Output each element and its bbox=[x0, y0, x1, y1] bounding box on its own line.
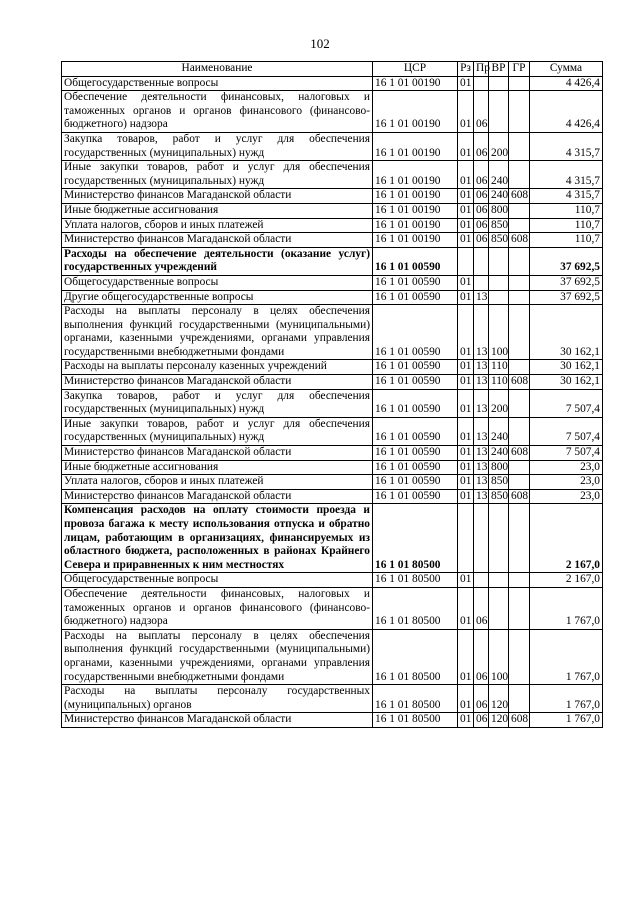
cell-pr: 13 bbox=[474, 417, 489, 445]
cell-pr: 13 bbox=[474, 475, 489, 490]
cell-csr: 16 1 01 00190 bbox=[373, 76, 458, 91]
cell-sum: 2 167,0 bbox=[530, 504, 603, 573]
cell-vr: 240 bbox=[489, 189, 509, 204]
table-row bbox=[62, 305, 603, 360]
cell-pr: 13 bbox=[474, 460, 489, 475]
cell-pr bbox=[474, 573, 489, 588]
cell-pr: 13 bbox=[474, 446, 489, 461]
cell-pr: 13 bbox=[474, 305, 489, 360]
table-row bbox=[62, 161, 603, 189]
cell-gr bbox=[509, 132, 530, 160]
cell-name: Уплата налогов, сборов и иных платежей bbox=[62, 475, 373, 490]
cell-csr: 16 1 01 00590 bbox=[373, 275, 458, 290]
cell-name: Расходы на выплаты персоналу в целях обеспечения выполнения функций государственными (муниципальными) органами, казенными учреждениями, органами управления государственными внебюджетными фондами bbox=[62, 305, 373, 360]
cell-sum: 110,7 bbox=[530, 203, 603, 218]
table-row bbox=[62, 275, 603, 290]
cell-rz: 01 bbox=[458, 189, 474, 204]
cell-gr bbox=[509, 504, 530, 573]
cell-sum: 2 167,0 bbox=[530, 573, 603, 588]
cell-name: Иные бюджетные ассигнования bbox=[62, 203, 373, 218]
table-row bbox=[62, 417, 603, 445]
cell-csr: 16 1 01 80500 bbox=[373, 629, 458, 684]
cell-gr bbox=[509, 685, 530, 713]
cell-rz: 01 bbox=[458, 446, 474, 461]
cell-name: Другие общегосударственные вопросы bbox=[62, 290, 373, 305]
cell-gr bbox=[509, 76, 530, 91]
cell-csr: 16 1 01 00590 bbox=[373, 360, 458, 375]
cell-vr: 850 bbox=[489, 218, 509, 233]
cell-sum: 23,0 bbox=[530, 475, 603, 490]
cell-sum: 37 692,5 bbox=[530, 290, 603, 305]
cell-sum: 30 162,1 bbox=[530, 375, 603, 390]
cell-name: Компенсация расходов на оплату стоимости проезда и провоза багажа к месту использования отпуска и обратно лицам, работающим в организациях, финансируемых из областного бюджета, расположенных в районах Крайнего Севера и приравненных к ним местностях bbox=[62, 504, 373, 573]
cell-vr: 240 bbox=[489, 161, 509, 189]
cell-name: Общегосударственные вопросы bbox=[62, 275, 373, 290]
cell-vr: 120 bbox=[489, 685, 509, 713]
table-row bbox=[62, 489, 603, 504]
cell-name: Министерство финансов Магаданской области bbox=[62, 446, 373, 461]
cell-vr: 200 bbox=[489, 132, 509, 160]
cell-sum: 7 507,4 bbox=[530, 389, 603, 417]
cell-rz: 01 bbox=[458, 203, 474, 218]
header-sum: Сумма bbox=[530, 62, 603, 77]
cell-name: Расходы на выплаты персоналу в целях обеспечения выполнения функций государственными (муниципальными) органами, казенными учреждениями, органами управления государственными внебюджетными фондами bbox=[62, 629, 373, 684]
cell-pr: 06 bbox=[474, 685, 489, 713]
cell-pr: 13 bbox=[474, 389, 489, 417]
cell-rz: 01 bbox=[458, 417, 474, 445]
cell-rz: 01 bbox=[458, 629, 474, 684]
cell-sum: 4 315,7 bbox=[530, 132, 603, 160]
table-row bbox=[62, 475, 603, 490]
table-row bbox=[62, 685, 603, 713]
cell-csr: 16 1 01 00190 bbox=[373, 161, 458, 189]
table-row bbox=[62, 629, 603, 684]
cell-name: Расходы на выплаты персоналу государственных (муниципальных) органов bbox=[62, 685, 373, 713]
table-row bbox=[62, 375, 603, 390]
header-vr: ВР bbox=[489, 62, 509, 77]
cell-rz: 01 bbox=[458, 685, 474, 713]
cell-sum: 4 315,7 bbox=[530, 189, 603, 204]
cell-pr: 06 bbox=[474, 587, 489, 629]
cell-pr bbox=[474, 76, 489, 91]
table-row bbox=[62, 504, 603, 573]
cell-vr: 110 bbox=[489, 375, 509, 390]
cell-name: Общегосударственные вопросы bbox=[62, 76, 373, 91]
cell-sum: 1 767,0 bbox=[530, 713, 603, 728]
cell-csr: 16 1 01 00590 bbox=[373, 290, 458, 305]
cell-rz: 01 bbox=[458, 489, 474, 504]
cell-name: Иные закупки товаров, работ и услуг для обеспечения государственных (муниципальных) нужд bbox=[62, 161, 373, 189]
cell-csr: 16 1 01 00190 bbox=[373, 132, 458, 160]
table-row bbox=[62, 76, 603, 91]
cell-sum: 37 692,5 bbox=[530, 275, 603, 290]
cell-csr: 16 1 01 00590 bbox=[373, 489, 458, 504]
cell-gr bbox=[509, 91, 530, 133]
cell-pr: 06 bbox=[474, 233, 489, 248]
cell-sum: 110,7 bbox=[530, 218, 603, 233]
cell-pr: 06 bbox=[474, 203, 489, 218]
cell-pr: 13 bbox=[474, 375, 489, 390]
cell-sum: 1 767,0 bbox=[530, 629, 603, 684]
cell-name: Закупка товаров, работ и услуг для обеспечения государственных (муниципальных) нужд bbox=[62, 132, 373, 160]
cell-name: Министерство финансов Магаданской области bbox=[62, 375, 373, 390]
cell-csr: 16 1 01 00190 bbox=[373, 233, 458, 248]
cell-gr bbox=[509, 360, 530, 375]
table-row bbox=[62, 573, 603, 588]
cell-sum: 23,0 bbox=[530, 460, 603, 475]
cell-vr bbox=[489, 76, 509, 91]
cell-name: Общегосударственные вопросы bbox=[62, 573, 373, 588]
cell-vr bbox=[489, 91, 509, 133]
header-csr: ЦСР bbox=[373, 62, 458, 77]
cell-vr: 800 bbox=[489, 203, 509, 218]
cell-csr: 16 1 01 80500 bbox=[373, 504, 458, 573]
cell-name: Уплата налогов, сборов и иных платежей bbox=[62, 218, 373, 233]
cell-gr bbox=[509, 218, 530, 233]
cell-name: Министерство финансов Магаданской области bbox=[62, 713, 373, 728]
cell-name: Закупка товаров, работ и услуг для обеспечения государственных (муниципальных) нужд bbox=[62, 389, 373, 417]
cell-gr: 608 bbox=[509, 489, 530, 504]
cell-sum: 4 426,4 bbox=[530, 76, 603, 91]
cell-vr: 800 bbox=[489, 460, 509, 475]
cell-csr: 16 1 01 00590 bbox=[373, 247, 458, 275]
cell-rz: 01 bbox=[458, 375, 474, 390]
cell-rz: 01 bbox=[458, 713, 474, 728]
table-row bbox=[62, 460, 603, 475]
header-name: Наименование bbox=[62, 62, 373, 77]
cell-rz: 01 bbox=[458, 573, 474, 588]
cell-sum: 7 507,4 bbox=[530, 417, 603, 445]
cell-name: Министерство финансов Магаданской области bbox=[62, 489, 373, 504]
cell-sum: 7 507,4 bbox=[530, 446, 603, 461]
cell-pr: 06 bbox=[474, 161, 489, 189]
cell-gr: 608 bbox=[509, 713, 530, 728]
cell-gr bbox=[509, 573, 530, 588]
cell-rz: 01 bbox=[458, 91, 474, 133]
cell-csr: 16 1 01 00190 bbox=[373, 189, 458, 204]
cell-gr bbox=[509, 305, 530, 360]
cell-vr: 240 bbox=[489, 446, 509, 461]
cell-name: Иные бюджетные ассигнования bbox=[62, 460, 373, 475]
cell-csr: 16 1 01 00590 bbox=[373, 389, 458, 417]
table-row bbox=[62, 360, 603, 375]
cell-pr: 06 bbox=[474, 132, 489, 160]
table-row bbox=[62, 233, 603, 248]
table-row bbox=[62, 203, 603, 218]
cell-pr: 13 bbox=[474, 360, 489, 375]
cell-rz: 01 bbox=[458, 460, 474, 475]
cell-csr: 16 1 01 00590 bbox=[373, 375, 458, 390]
cell-gr bbox=[509, 275, 530, 290]
cell-name: Расходы на выплаты персоналу казенных учреждений bbox=[62, 360, 373, 375]
table-body bbox=[62, 76, 603, 727]
cell-vr: 100 bbox=[489, 305, 509, 360]
cell-name: Министерство финансов Магаданской области bbox=[62, 189, 373, 204]
header-gr: ГР bbox=[509, 62, 530, 77]
cell-rz: 01 bbox=[458, 233, 474, 248]
cell-rz: 01 bbox=[458, 275, 474, 290]
cell-rz bbox=[458, 247, 474, 275]
cell-sum: 30 162,1 bbox=[530, 360, 603, 375]
cell-name: Иные закупки товаров, работ и услуг для обеспечения государственных (муниципальных) нужд bbox=[62, 417, 373, 445]
cell-pr: 06 bbox=[474, 629, 489, 684]
cell-vr: 850 bbox=[489, 233, 509, 248]
cell-pr bbox=[474, 504, 489, 573]
cell-sum: 110,7 bbox=[530, 233, 603, 248]
cell-vr bbox=[489, 275, 509, 290]
table-row bbox=[62, 713, 603, 728]
cell-pr: 06 bbox=[474, 91, 489, 133]
cell-gr bbox=[509, 475, 530, 490]
cell-sum: 1 767,0 bbox=[530, 685, 603, 713]
header-rz: Рз bbox=[458, 62, 474, 77]
header-row bbox=[62, 62, 603, 77]
cell-gr: 608 bbox=[509, 189, 530, 204]
cell-csr: 16 1 01 00590 bbox=[373, 460, 458, 475]
cell-csr: 16 1 01 00190 bbox=[373, 218, 458, 233]
cell-vr: 200 bbox=[489, 389, 509, 417]
page-number: 102 bbox=[310, 36, 330, 51]
cell-gr bbox=[509, 587, 530, 629]
cell-rz: 01 bbox=[458, 389, 474, 417]
cell-gr bbox=[509, 290, 530, 305]
cell-gr bbox=[509, 629, 530, 684]
cell-pr bbox=[474, 275, 489, 290]
table-row bbox=[62, 91, 603, 133]
cell-rz: 01 bbox=[458, 290, 474, 305]
table-row bbox=[62, 389, 603, 417]
cell-csr: 16 1 01 80500 bbox=[373, 587, 458, 629]
cell-csr: 16 1 01 80500 bbox=[373, 573, 458, 588]
table-row bbox=[62, 290, 603, 305]
cell-rz: 01 bbox=[458, 161, 474, 189]
cell-vr bbox=[489, 504, 509, 573]
header-pr: Пр bbox=[474, 62, 489, 77]
cell-gr bbox=[509, 203, 530, 218]
cell-sum: 30 162,1 bbox=[530, 305, 603, 360]
cell-sum: 23,0 bbox=[530, 489, 603, 504]
cell-vr bbox=[489, 247, 509, 275]
table-row bbox=[62, 247, 603, 275]
cell-name: Обеспечение деятельности финансовых, налоговых и таможенных органов и органов финансового (финансово-бюджетного) надзора bbox=[62, 91, 373, 133]
cell-vr bbox=[489, 573, 509, 588]
cell-csr: 16 1 01 80500 bbox=[373, 685, 458, 713]
cell-csr: 16 1 01 00190 bbox=[373, 91, 458, 133]
cell-gr bbox=[509, 389, 530, 417]
cell-gr: 608 bbox=[509, 375, 530, 390]
cell-pr bbox=[474, 247, 489, 275]
cell-csr: 16 1 01 00590 bbox=[373, 305, 458, 360]
cell-vr bbox=[489, 290, 509, 305]
cell-pr: 06 bbox=[474, 218, 489, 233]
cell-csr: 16 1 01 00190 bbox=[373, 203, 458, 218]
cell-csr: 16 1 01 00590 bbox=[373, 446, 458, 461]
cell-name: Расходы на обеспечение деятельности (оказание услуг) государственных учреждений bbox=[62, 247, 373, 275]
cell-vr: 240 bbox=[489, 417, 509, 445]
cell-gr bbox=[509, 417, 530, 445]
cell-csr: 16 1 01 80500 bbox=[373, 713, 458, 728]
table-row bbox=[62, 132, 603, 160]
cell-rz: 01 bbox=[458, 132, 474, 160]
table-row bbox=[62, 189, 603, 204]
cell-vr: 120 bbox=[489, 713, 509, 728]
cell-gr: 608 bbox=[509, 233, 530, 248]
budget-table bbox=[61, 61, 603, 728]
cell-pr: 06 bbox=[474, 189, 489, 204]
cell-pr: 13 bbox=[474, 489, 489, 504]
cell-sum: 37 692,5 bbox=[530, 247, 603, 275]
cell-gr: 608 bbox=[509, 446, 530, 461]
cell-sum: 4 315,7 bbox=[530, 161, 603, 189]
cell-rz: 01 bbox=[458, 305, 474, 360]
cell-vr: 850 bbox=[489, 489, 509, 504]
cell-rz: 01 bbox=[458, 218, 474, 233]
cell-rz bbox=[458, 504, 474, 573]
cell-rz: 01 bbox=[458, 587, 474, 629]
cell-pr: 06 bbox=[474, 713, 489, 728]
table-row bbox=[62, 587, 603, 629]
cell-gr bbox=[509, 161, 530, 189]
cell-csr: 16 1 01 00590 bbox=[373, 475, 458, 490]
cell-rz: 01 bbox=[458, 76, 474, 91]
cell-name: Обеспечение деятельности финансовых, налоговых и таможенных органов и органов финансового (финансово-бюджетного) надзора bbox=[62, 587, 373, 629]
cell-sum: 4 426,4 bbox=[530, 91, 603, 133]
cell-name: Министерство финансов Магаданской области bbox=[62, 233, 373, 248]
cell-rz: 01 bbox=[458, 360, 474, 375]
table-row bbox=[62, 218, 603, 233]
cell-vr: 850 bbox=[489, 475, 509, 490]
cell-sum: 1 767,0 bbox=[530, 587, 603, 629]
cell-rz: 01 bbox=[458, 475, 474, 490]
cell-vr: 100 bbox=[489, 629, 509, 684]
cell-gr bbox=[509, 247, 530, 275]
cell-gr bbox=[509, 460, 530, 475]
cell-csr: 16 1 01 00590 bbox=[373, 417, 458, 445]
table-row bbox=[62, 446, 603, 461]
cell-pr: 13 bbox=[474, 290, 489, 305]
cell-vr bbox=[489, 587, 509, 629]
cell-vr: 110 bbox=[489, 360, 509, 375]
